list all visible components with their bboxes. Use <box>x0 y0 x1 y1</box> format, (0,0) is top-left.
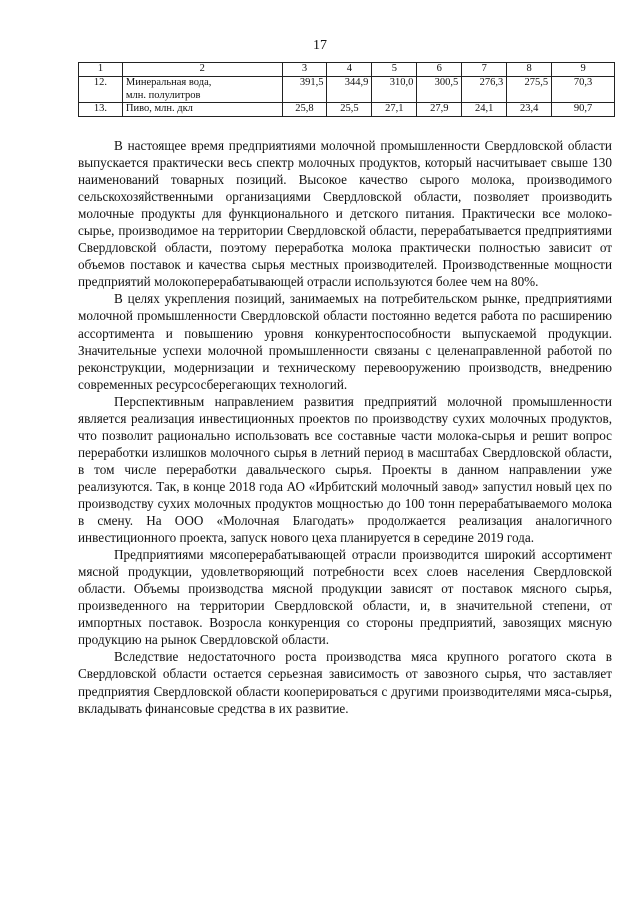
value-cell: 23,4 <box>507 103 552 117</box>
header-cell: 1 <box>79 63 123 77</box>
row-name <box>122 77 282 103</box>
table-header-row <box>79 63 615 77</box>
value-cell: 27,9 <box>417 103 462 117</box>
page-number: 17 <box>313 38 327 53</box>
header-cell: 9 <box>552 63 615 77</box>
paragraph: Перспективным направлением развития предприятий молочной промышленности является реализация инвестиционных проектов по производству сухих молочных продуктов, что позволит рационально использовать все составные части молока-сырья и решит вопрос переработки излишков молочного сырья в летний период в масштабах Свердловской области, в том числе переработки давальческого сырья. Проекты в данном направлении уже реализуются. Так, в конце 2018 года АО «Ирбитский молочный завод» запустил новый цех по производству сухих молочных продуктов мощностью до 100 тонн перерабатываемого молока в смену. На ООО «Молочная Благодать» продолжается реализация аналогичного инвестиционного проекта, запуск нового цеха планируется в середине 2019 года. <box>78 393 612 546</box>
header-cell: 6 <box>417 63 462 77</box>
value-cell: 300,5 <box>417 77 462 103</box>
value-cell: 27,1 <box>372 103 417 117</box>
value-cell: 310,0 <box>372 77 417 103</box>
row-number: 12. <box>79 77 123 103</box>
value-cell: 275,5 <box>507 77 552 103</box>
paragraph: В целях укрепления позиций, занимаемых на потребительском рынке, предприятиями молочной промышленности Свердловской области постоянно ведется работа по расширению ассортимента и повышению уровня конкурентоспособности выпускаемой продукции. Значительные успехи молочной промышленности связаны с целенаправленной работой по реконструкции, модернизации и техническому перевооружению производств, внедрению современных ресурсосберегающих технологий. <box>78 291 612 392</box>
value-cell: 276,3 <box>462 77 507 103</box>
value-cell: 24,1 <box>462 103 507 117</box>
value-cell: 25,8 <box>282 103 327 117</box>
header-cell: 7 <box>462 63 507 77</box>
header-cell: 2 <box>122 63 282 77</box>
header-cell: 8 <box>507 63 552 77</box>
row-name: Пиво, млн. дкл <box>122 103 282 117</box>
value-cell: 344,9 <box>327 77 372 103</box>
value-cell: 391,5 <box>282 77 327 103</box>
value-cell: 70,3 <box>552 77 615 103</box>
row-number: 13. <box>79 103 123 117</box>
paragraph: Вследствие недостаточного роста производства мяса крупного рогатого скота в Свердловской области остается серьезная зависимость от завозного сырья, что заставляет предприятия Свердловской области кооперироваться с другими производителями мяса-сырья, вкладывать финансовые средства в их развитие. <box>78 649 612 716</box>
value-cell: 25,5 <box>327 103 372 117</box>
body-text <box>78 137 612 717</box>
header-cell: 5 <box>372 63 417 77</box>
value-cell: 90,7 <box>552 103 615 117</box>
row-name-line: Минеральная вода, <box>125 77 212 88</box>
header-cell: 3 <box>282 63 327 77</box>
paragraph: Предприятиями мясоперерабатывающей отрасли производится широкий ассортимент мясной продукции, удовлетворяющий потребности всех слоев населения Свердловской области. Объемы производства мясной продукции зависят от поставок мясного сырья, произведенного на территории Свердловской области, и, в значительной степени, от импортных поставок. Возросла конкуренция со стороны предприятий, завозящих мясную продукцию на рынок Свердловской области. <box>78 547 612 648</box>
row-name-line: млн. полулитров <box>125 89 201 101</box>
paragraph: В настоящее время предприятиями молочной промышленности Свердловской области выпускается практически весь спектр молочных продуктов, который насчитывает свыше 130 наименований товарных позиций. Высокое качество сырого молока, производимого сельскохозяйственными организациями Свердловской области, позволяет производить молочные продукты для функционального и детского питания. Практически все молоко-сырье, производимое на территории Свердловской области, перерабатывается предприятиями Свердловской области, поэтому переработка молока практически полностью зависит от объемов поставок и качества сырья местных производителей. Производственные мощности предприятий молокоперерабатывающей отрасли используются более чем на 80%. <box>78 138 612 290</box>
table-row <box>79 103 615 117</box>
table-row <box>79 77 615 103</box>
data-table <box>78 62 615 117</box>
header-cell: 4 <box>327 63 372 77</box>
